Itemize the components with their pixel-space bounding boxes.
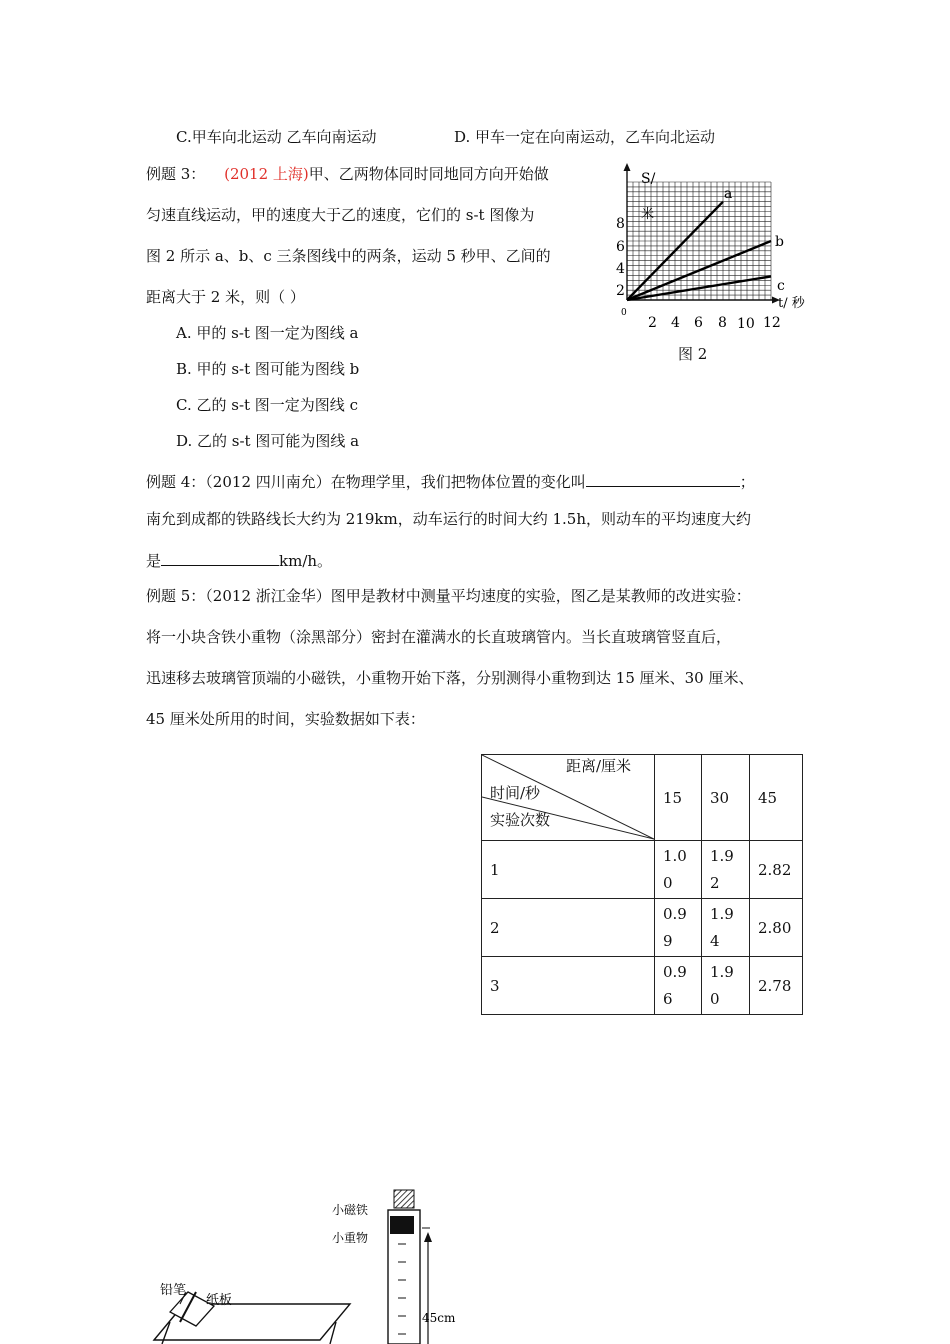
row-1-time-30: 1.9 2 [702,841,750,899]
experiment-table [481,754,803,1015]
x-tick-2: 2 [648,315,657,331]
y-axis-arrow [624,163,631,171]
table-header-row [482,755,803,841]
example4-text1: 例题 4：（2012 四川南允）在物理学里，我们把物体位置的变化叫 [146,473,586,491]
header-col-30: 30 [702,755,750,841]
x-tick-8: 8 [718,315,727,331]
weight [390,1216,414,1234]
answer-blank-2[interactable] [161,549,279,566]
y-tick-4: 4 [616,261,625,277]
example4-line2: 南允到成都的铁路线长大约为 219km，动车运行的时间大约 1.5h，则动车的平均速度大约 [146,510,751,528]
example3-line1 [146,164,549,184]
example3-option-a: A. 甲的 s-t 图一定为图线 a [176,324,359,342]
example4-line1 [146,470,755,492]
magnet-label: 小磁铁 [332,1203,369,1217]
header-trial: 实验次数 [490,811,551,829]
y-axis-label-unit: 米 [641,207,655,222]
row-1-time-15: 1.0 0 [655,841,702,899]
example5-line1: 例题 5：（2012 浙江金华）图甲是教材中测量平均速度的实验，图乙是某教师的改进实验： [146,587,751,605]
x-tick-10: 10 [737,316,755,332]
row-2-time-45: 2.80 [750,899,803,957]
magnet [394,1190,414,1208]
weight-label: 小重物 [332,1231,369,1245]
row-3-time-30: 1.9 0 [702,957,750,1015]
option-c: C.甲车向北运动 乙车向南运动 [176,128,377,146]
row-2-trial: 2 [482,899,655,957]
line-label-b: b [775,234,784,250]
example3-option-b: B. 甲的 s-t 图可能为图线 b [176,360,360,378]
table-row [482,957,803,1015]
figure2-caption: 图 2 [678,345,708,363]
example3-label: 例题 3： [146,165,206,183]
x-tick-4: 4 [671,315,680,331]
header-col-45: 45 [750,755,803,841]
example4-text3: 是 [146,552,162,570]
example5-line4: 45 厘米处所用的时间，实验数据如下表： [146,710,425,728]
example3-option-c: C. 乙的 s-t 图一定为图线 c [176,396,358,414]
option-d: D. 甲车一定在向南运动，乙车向北运动 [454,128,716,146]
row-2-time-30: 1.9 4 [702,899,750,957]
chart-grid [627,182,771,300]
row-3-trial: 3 [482,957,655,1015]
header-distance: 距离/厘米 [566,757,632,775]
x-axis-label: t/ 秒 [778,296,805,311]
example3-line2: 匀速直线运动，甲的速度大于乙的速度，它们的 s-t 图像为 [146,206,535,224]
example3-line4: 距离大于 2 米，则（ ） [146,288,305,306]
x-tick-6: 6 [694,315,703,331]
example5-line2: 将一小块含铁小重物（涂黑部分）密封在灌满水的长直玻璃管内。当长直玻璃管竖直后， [146,628,732,646]
header-time: 时间/秒 [490,784,541,802]
paper-label: 纸板 [206,1293,233,1308]
answer-blank-1[interactable] [586,470,740,487]
line-label-c: c [777,278,785,294]
row-1-time-45: 2.82 [750,841,803,899]
table-row [482,841,803,899]
x-tick-12: 12 [763,315,781,331]
figure2-chart [610,160,810,360]
example5-line3: 迅速移去玻璃管顶端的小磁铁，小重物开始下落，分别测得小重物到达 15 厘米、30 厘米、 [146,669,754,687]
example3-option-d: D. 乙的 s-t 图可能为图线 a [176,432,360,450]
header-col-15: 15 [655,755,702,841]
length-label: 45cm [422,1311,456,1325]
example4-semicolon: ； [739,473,755,491]
example3-text1: 甲、乙两物体同时同地同方向开始做 [308,165,549,183]
table-row [482,899,803,957]
y-tick-6: 6 [616,239,625,255]
origin-label: 0 [621,308,627,318]
row-2-time-15: 0.9 9 [655,899,702,957]
example4-unit: km/h。 [279,552,333,570]
y-axis-label-s: S/ [641,171,656,187]
example3-source: (2012 上海) [224,165,309,183]
line-label-a: a [724,186,733,202]
y-tick-8: 8 [616,216,625,232]
apparatus-figure [140,1174,840,1344]
row-1-trial: 1 [482,841,655,899]
y-tick-2: 2 [616,283,625,299]
example3-line3: 图 2 所示 a、b、c 三条图线中的两条，运动 5 秒甲、乙间的 [146,247,551,265]
example4-line3 [146,549,332,571]
row-3-time-15: 0.9 6 [655,957,702,1015]
table-diagonal-header [482,755,655,841]
row-3-time-45: 2.78 [750,957,803,1015]
pencil-label: 铅笔 [160,1283,187,1298]
